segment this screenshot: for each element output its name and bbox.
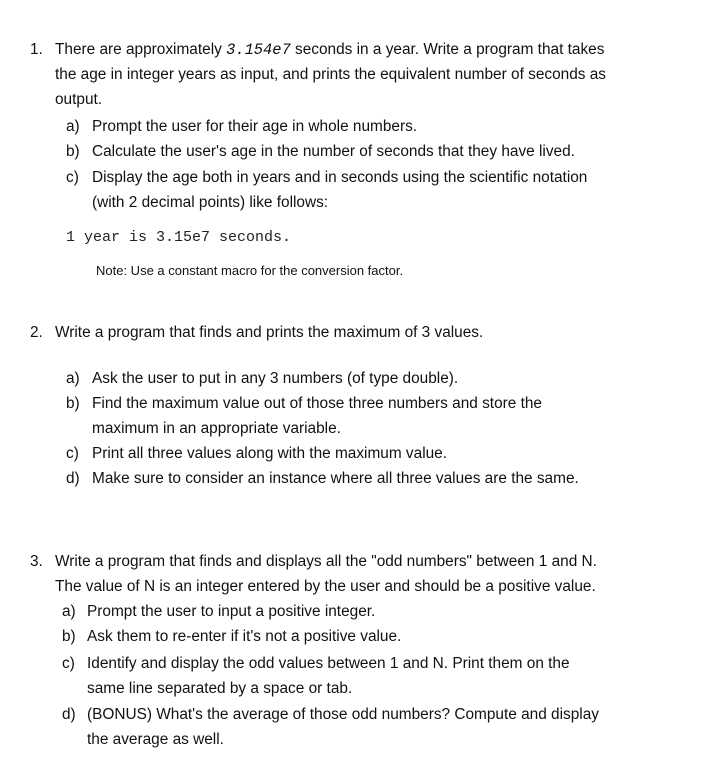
- q3-item-c-text-1: Identify and display the odd values between 1 and N. Print them on the: [87, 655, 570, 672]
- q1-line-1: [55, 40, 604, 60]
- q1-note: Note: Use a constant macro for the conversion factor.: [96, 263, 404, 278]
- q3-item-c-label: c): [62, 655, 75, 672]
- q1-line-2: the age in integer years as input, and prints the equivalent number of seconds as: [55, 66, 606, 83]
- q3-line-2: The value of N is an integer entered by the user and should be a positive value.: [55, 578, 596, 595]
- q1-line-1-pre: There are approximately: [55, 41, 227, 58]
- q1-number: 1.: [30, 41, 43, 58]
- q1-item-c-text-1: Display the age both in years and in seconds using the scientific notation: [92, 169, 588, 186]
- q2-line-1: Write a program that finds and prints the maximum of 3 values.: [55, 324, 484, 341]
- q1-item-c-text-2: (with 2 decimal points) like follows:: [92, 194, 329, 211]
- q2-item-d-text: Make sure to consider an instance where all three values are the same.: [92, 470, 579, 487]
- q3-item-d-text-1: (BONUS) What's the average of those odd numbers? Compute and display: [87, 706, 599, 723]
- q1-item-b-label: b): [66, 143, 80, 160]
- q3-item-d-text-2: the average as well.: [87, 731, 224, 748]
- q3-item-b-text: Ask them to re-enter if it's not a positive value.: [87, 628, 402, 645]
- q2-item-a-label: a): [66, 370, 80, 387]
- q3-item-a-text: Prompt the user to input a positive integer.: [87, 603, 376, 620]
- q1-code-example: 1 year is 3.15e7 seconds.: [66, 229, 292, 246]
- q3-item-b-label: b): [62, 628, 76, 645]
- q1-item-c-label: c): [66, 169, 79, 186]
- q3-item-a-label: a): [62, 603, 76, 620]
- q2-item-a-text: Ask the user to put in any 3 numbers (of type double).: [92, 370, 459, 387]
- q1-item-a-label: a): [66, 118, 80, 135]
- q2-number: 2.: [30, 324, 43, 341]
- q2-item-b-text-1: Find the maximum value out of those three numbers and store the: [92, 395, 542, 412]
- q1-line-1-post: seconds in a year. Write a program that takes: [290, 41, 605, 58]
- q1-item-a-text: Prompt the user for their age in whole numbers.: [92, 118, 418, 135]
- q1-line-3: output.: [55, 91, 103, 108]
- q3-item-d-label: d): [62, 706, 76, 723]
- q2-item-c-text: Print all three values along with the maximum value.: [92, 445, 448, 462]
- q2-item-b-label: b): [66, 395, 80, 412]
- q1-item-b-text: Calculate the user's age in the number of seconds that they have lived.: [92, 143, 575, 160]
- q2-item-c-label: c): [66, 445, 79, 462]
- q2-item-d-label: d): [66, 470, 80, 487]
- q3-item-c-text-2: same line separated by a space or tab.: [87, 680, 353, 697]
- q3-number: 3.: [30, 553, 43, 570]
- q1-inline-code: 3.154e7: [226, 41, 291, 59]
- q2-item-b-text-2: maximum in an appropriate variable.: [92, 420, 341, 437]
- q3-line-1: Write a program that finds and displays all the "odd numbers" between 1 and N.: [55, 553, 597, 570]
